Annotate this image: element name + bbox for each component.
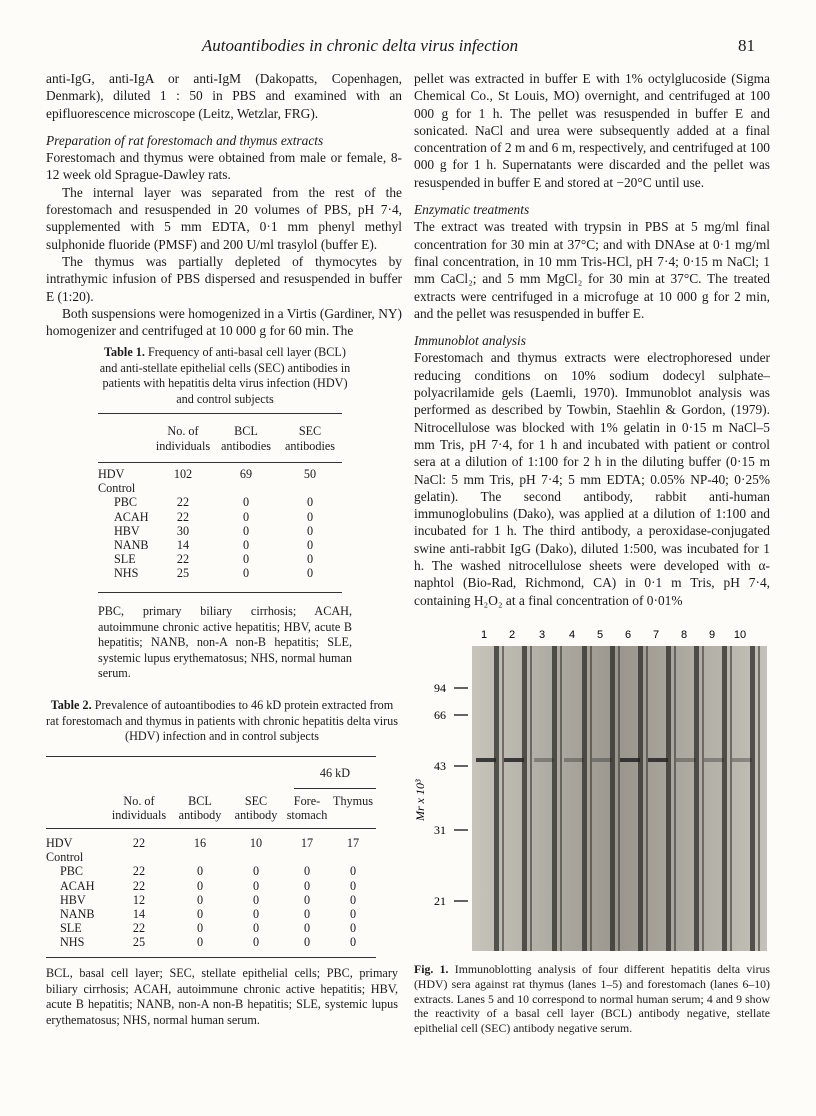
table1-caption-text: Frequency of anti-basal cell layer (BCL) and anti-stellate epithelial cells (SEC) antibodies in patients with hepatitis delta virus infection (HDV) and control subjects bbox=[99, 345, 351, 406]
cell: 102 bbox=[173, 467, 193, 481]
lane-edge bbox=[758, 646, 760, 951]
table-row bbox=[98, 552, 342, 566]
table2-span-rule bbox=[294, 788, 376, 789]
row-label: NHS bbox=[60, 935, 85, 950]
cell: 0 bbox=[306, 495, 314, 510]
lane-edge bbox=[722, 646, 727, 951]
lane-label: 3 bbox=[538, 629, 546, 641]
table2-header-bcl: BCL antibody bbox=[178, 794, 222, 822]
table2-header-sec: SEC antibody bbox=[234, 794, 278, 822]
left-column bbox=[46, 70, 402, 339]
row-label: NANB bbox=[60, 907, 95, 922]
figure-immunoblot bbox=[412, 616, 772, 954]
table2-span-header: 46 kD bbox=[319, 766, 351, 780]
cell: 0 bbox=[242, 566, 250, 581]
cell: 0 bbox=[349, 864, 357, 879]
paragraph: Forestomach and thymus extracts were electrophoresed under reducing conditions on 10% sodium dodecyl sulphate–polyacrilamide gels (Laemli, 1970). Immunoblot analysis was performed as described by Towbin, Staehlin & Gordon, (1979). Nitrocellulose was blocked with 1% gelatin in 0·15 m NaCl–5 mm Tris, pH 7·4, for 1 h and incubated with patient or control sera at a dilution of 1:100 for 2 h in the diluting buffer (0·15 m NaCl: 5 mm Tris, pH 7·4; 5 mm EDTA; 0.05% NP-40; 0·25% gelatin). The second antibody, rabbit anti-human immunoglobulins (Dako), was applied at a dilution of 1:100 and incubated for 1 h. The third antibody, a peroxidase-conjugated swine anti-rabbit IgG (Dako), diluted 1:500, was incubated for 1 h. The washed nitrocellulose sheets were developed with α-naphtol (Bio-Rad, Richmond, CA) in 0·1 m Tris, pH 7·4, containing H₂O₂ at a final concentration of 0·01% bbox=[414, 350, 770, 608]
cell: 0 bbox=[306, 552, 314, 567]
table-row bbox=[98, 495, 342, 509]
cell: 0 bbox=[196, 864, 204, 879]
lane-label: 7 bbox=[652, 629, 660, 641]
cell: 22 bbox=[176, 552, 190, 567]
page-number: 81 bbox=[738, 36, 755, 55]
table2-caption bbox=[46, 698, 398, 745]
cell: 0 bbox=[303, 864, 311, 879]
table1-header-bcl: BCL antibodies bbox=[220, 424, 272, 453]
lane-edge bbox=[582, 646, 587, 951]
table2-label: Table 2. bbox=[50, 698, 92, 712]
table2-top-rule bbox=[46, 756, 376, 757]
cell: 0 bbox=[306, 509, 314, 524]
band-46kd bbox=[648, 758, 668, 762]
cell: 0 bbox=[252, 907, 260, 922]
table2-header-thymus: Thymus bbox=[333, 794, 373, 808]
lane-label: 1 bbox=[480, 629, 488, 641]
table1-header-sec: SEC antibodies bbox=[284, 424, 336, 453]
table2-header-rule bbox=[46, 828, 376, 829]
table1-footnote: PBC, primary biliary cirrhosis; ACAH, autoimmune chronic active hepatitis; HBV, acute B hepatitis; NANB, non-A non-B hepatitis; SLE, systemic lupus erythematosus; NHS, normal human serum. bbox=[98, 604, 352, 680]
cell: 17 bbox=[346, 836, 360, 850]
figure-label: Fig. 1. bbox=[414, 962, 449, 976]
lane-edge bbox=[552, 646, 557, 951]
lane-edge bbox=[560, 646, 562, 951]
running-header: Autoantibodies in chronic delta virus infection bbox=[201, 36, 519, 55]
cell: 69 bbox=[239, 467, 253, 481]
cell: 0 bbox=[242, 552, 250, 567]
table-row bbox=[46, 935, 376, 949]
blot-image bbox=[412, 616, 772, 954]
lane-edge bbox=[702, 646, 704, 951]
table1-caption bbox=[98, 345, 352, 407]
cell: 0 bbox=[349, 935, 357, 950]
table-row bbox=[98, 467, 342, 481]
cell: 0 bbox=[196, 892, 204, 907]
cell: 22 bbox=[132, 878, 146, 893]
cell: 22 bbox=[132, 864, 146, 879]
table-row bbox=[46, 893, 376, 907]
lane-edge bbox=[502, 646, 504, 951]
cell: 0 bbox=[303, 935, 311, 950]
band-46kd bbox=[564, 758, 584, 762]
table-row bbox=[46, 836, 376, 850]
lane-labels bbox=[481, 629, 746, 641]
cell: 0 bbox=[252, 921, 260, 936]
table-group-row bbox=[46, 850, 376, 864]
cell: 17 bbox=[300, 836, 314, 850]
cell: 0 bbox=[252, 878, 260, 893]
mw-marker-label: 94 bbox=[434, 681, 446, 695]
cell: 0 bbox=[196, 907, 204, 922]
cell: 22 bbox=[132, 836, 146, 850]
cell: 0 bbox=[349, 878, 357, 893]
row-label: ACAH bbox=[114, 509, 149, 524]
lane-edge bbox=[750, 646, 755, 951]
lane-edge bbox=[610, 646, 615, 951]
band-46kd bbox=[504, 758, 524, 762]
cell: 0 bbox=[303, 907, 311, 922]
table1-body bbox=[98, 467, 342, 581]
figure-caption-text: Immunoblotting analysis of four different hepatitis delta virus (HDV) sera against rat thymus (lanes 1–5) and forestomach (lanes 6–10) extracts. Lanes 5 and 10 correspond to normal human serum; 4 and 9 show the reactivity of a basal cell layer (BCL) antibody negative, stellate epithelial cell (SEC) antibody negative serum. bbox=[414, 962, 770, 1036]
cell: 0 bbox=[242, 538, 250, 553]
cell: 12 bbox=[132, 892, 146, 907]
paragraph: The extract was treated with trypsin in PBS at 5 mg/ml final concentration for 30 min at 37°C; and with DNAse at 0·1 mg/ml final concentration, in 10 mm Tris-HCl, pH 7·4; 0·15 m NaCl; 1 mm CaCl₂; and 5 mm MgCl₂ for 30 min at 37°C. The treated extracts were centrifuged in a microfuge at 10 000 g for 2 min, and the pellet was resuspended in buffer E. bbox=[414, 219, 770, 321]
cell: 22 bbox=[176, 509, 190, 524]
table1 bbox=[98, 424, 342, 458]
band-46kd bbox=[476, 758, 496, 762]
cell: 25 bbox=[176, 566, 190, 581]
row-label: ACAH bbox=[60, 878, 95, 893]
table-row bbox=[98, 538, 342, 552]
table1-header-rule bbox=[98, 462, 342, 463]
cell: 0 bbox=[242, 495, 250, 510]
cell: 16 bbox=[193, 836, 207, 850]
cell: 0 bbox=[196, 921, 204, 936]
row-label: SLE bbox=[60, 921, 82, 936]
table-row bbox=[98, 524, 342, 538]
table-group-row bbox=[98, 481, 342, 495]
table2-header-forestomach: Fore-stomach bbox=[286, 794, 328, 822]
cell: 0 bbox=[306, 566, 314, 581]
lane-label: 6 bbox=[624, 629, 632, 641]
cell: 50 bbox=[303, 467, 317, 481]
cell: 0 bbox=[349, 892, 357, 907]
lane-label: 5 bbox=[596, 629, 604, 641]
lane-edge bbox=[730, 646, 732, 951]
band-46kd bbox=[620, 758, 640, 762]
cell: 14 bbox=[132, 907, 146, 922]
lane-edge bbox=[522, 646, 527, 951]
lane-label: 8 bbox=[680, 629, 688, 641]
mw-marker-label: 21 bbox=[434, 894, 446, 908]
table1-header-n: No. of individuals bbox=[155, 424, 211, 453]
section-heading: Enzymatic treatments bbox=[414, 202, 530, 218]
group-label: Control bbox=[98, 481, 136, 496]
mw-markers bbox=[434, 681, 468, 908]
mw-marker-label: 66 bbox=[434, 708, 446, 722]
lane-edge bbox=[618, 646, 620, 951]
table2-bottom-rule bbox=[46, 957, 376, 958]
cell: 0 bbox=[303, 921, 311, 936]
table-row bbox=[46, 921, 376, 935]
lane-label: 4 bbox=[568, 629, 576, 641]
cell: 0 bbox=[306, 538, 314, 553]
band-46kd bbox=[704, 758, 724, 762]
table-row bbox=[46, 907, 376, 921]
cell: 22 bbox=[176, 495, 190, 510]
cell: 30 bbox=[176, 523, 190, 538]
paragraph: anti-IgG, anti-IgA or anti-IgM (Dakopatts, Copenhagen, Denmark), diluted 1 : 50 in PBS and examined with an epifluorescence microscope (Leitz, Wetzlar, FRG). bbox=[46, 71, 402, 121]
cell: 25 bbox=[132, 935, 146, 950]
figure-caption bbox=[414, 962, 770, 1036]
lane-edge bbox=[494, 646, 499, 951]
group-label: Control bbox=[46, 850, 84, 865]
row-label: HDV bbox=[46, 836, 73, 850]
table-row bbox=[46, 864, 376, 878]
table-row bbox=[98, 510, 342, 524]
cell: 0 bbox=[306, 523, 314, 538]
band-46kd bbox=[592, 758, 612, 762]
row-label: SLE bbox=[114, 552, 136, 567]
paragraph: Forestomach and thymus were obtained from male or female, 8-12 week old Sprague-Dawley rats. bbox=[46, 150, 402, 183]
cell: 0 bbox=[252, 864, 260, 879]
mw-axis-label: Mr x 10³ bbox=[413, 779, 427, 821]
section-heading: Immunoblot analysis bbox=[414, 333, 526, 349]
cell: 0 bbox=[242, 523, 250, 538]
table-row bbox=[98, 566, 342, 580]
cell: 0 bbox=[242, 509, 250, 524]
table2-footnote: BCL, basal cell layer; SEC, stellate epithelial cells; PBC, primary biliary cirrhosis; ACAH, autoimmune chronic active hepatitis; HBV, acute B hepatitis; NANB, non-A non-B hepatitis; SLE, systemic lupus erythematosus; NHS, normal human serum. bbox=[46, 966, 398, 1027]
table2-header-n: No. of individuals bbox=[111, 794, 167, 822]
table2-caption-text: Prevalence of autoantibodies to 46 kD protein extracted from rat forestomach and thymus in patients with chronic hepatitis delta virus (HDV) infection and in control subjects bbox=[46, 698, 398, 743]
cell: 0 bbox=[252, 935, 260, 950]
row-label: PBC bbox=[60, 864, 84, 879]
section-heading: Preparation of rat forestomach and thymus extracts bbox=[46, 132, 324, 148]
table2-body bbox=[46, 836, 376, 950]
paragraph: The thymus was partially depleted of thymocytes by intrathymic infusion of PBS dispersed and resuspended in buffer E (1:20). bbox=[46, 253, 402, 304]
lane-edge bbox=[530, 646, 532, 951]
band-46kd bbox=[676, 758, 696, 762]
right-column bbox=[414, 70, 770, 609]
paragraph: Both suspensions were homogenized in a Virtis (Gardiner, NY) homogenizer and centrifuged at 10 000 g for 60 min. The bbox=[46, 305, 402, 339]
row-label: HBV bbox=[60, 892, 86, 907]
lane-edge bbox=[674, 646, 676, 951]
lane-edge bbox=[694, 646, 699, 951]
lane-edge bbox=[590, 646, 592, 951]
table1-top-rule bbox=[98, 413, 342, 414]
cell: 0 bbox=[252, 892, 260, 907]
band-46kd bbox=[534, 758, 554, 762]
lane-edge bbox=[638, 646, 643, 951]
mw-marker-label: 31 bbox=[434, 823, 446, 837]
lane-label: 9 bbox=[708, 629, 716, 641]
table1-bottom-rule bbox=[98, 592, 342, 593]
lane-edge bbox=[646, 646, 648, 951]
table1-label: Table 1. bbox=[104, 345, 145, 359]
cell: 0 bbox=[303, 892, 311, 907]
paragraph: The internal layer was separated from the rest of the forestomach and resuspended in 20 volumes of PBS, pH 7·4, supplemented with 5 mm EDTA, 0·1 mm phenyl methyl sulphonide fluoride (PMSF) and 200 U/ml trasylol (buffer E). bbox=[46, 184, 402, 252]
row-label: NHS bbox=[114, 566, 139, 581]
cell: 22 bbox=[132, 921, 146, 936]
cell: 0 bbox=[303, 878, 311, 893]
row-label: HBV bbox=[114, 523, 140, 538]
cell: 0 bbox=[196, 935, 204, 950]
cell: 0 bbox=[196, 878, 204, 893]
table-row bbox=[46, 879, 376, 893]
cell: 14 bbox=[176, 538, 190, 553]
mw-marker-label: 43 bbox=[434, 759, 446, 773]
row-label: PBC bbox=[114, 495, 138, 510]
row-label: NANB bbox=[114, 538, 149, 553]
row-label: HDV bbox=[98, 467, 125, 481]
band-46kd bbox=[732, 758, 752, 762]
cell: 10 bbox=[249, 836, 263, 850]
paragraph: pellet was extracted in buffer E with 1% octylglucoside (Sigma Chemical Co., St Louis, MO) overnight, and centrifuged at 100 000 g for 1 h. The pellet was resuspended in buffer E and sonicated. NaCl and urea were subsequently added at a final concentration of 2 m and 6 m, respectively, and centrifuged at 100 000 g for 1 h. Supernatants were discarded and the pellet was resuspended in buffer E and stored at −20°C until use. bbox=[414, 71, 770, 190]
lane-label: 2 bbox=[508, 629, 516, 641]
table2 bbox=[46, 794, 376, 824]
lane-label: 10 bbox=[733, 629, 747, 641]
cell: 0 bbox=[349, 907, 357, 922]
cell: 0 bbox=[349, 921, 357, 936]
lane-edge bbox=[666, 646, 671, 951]
